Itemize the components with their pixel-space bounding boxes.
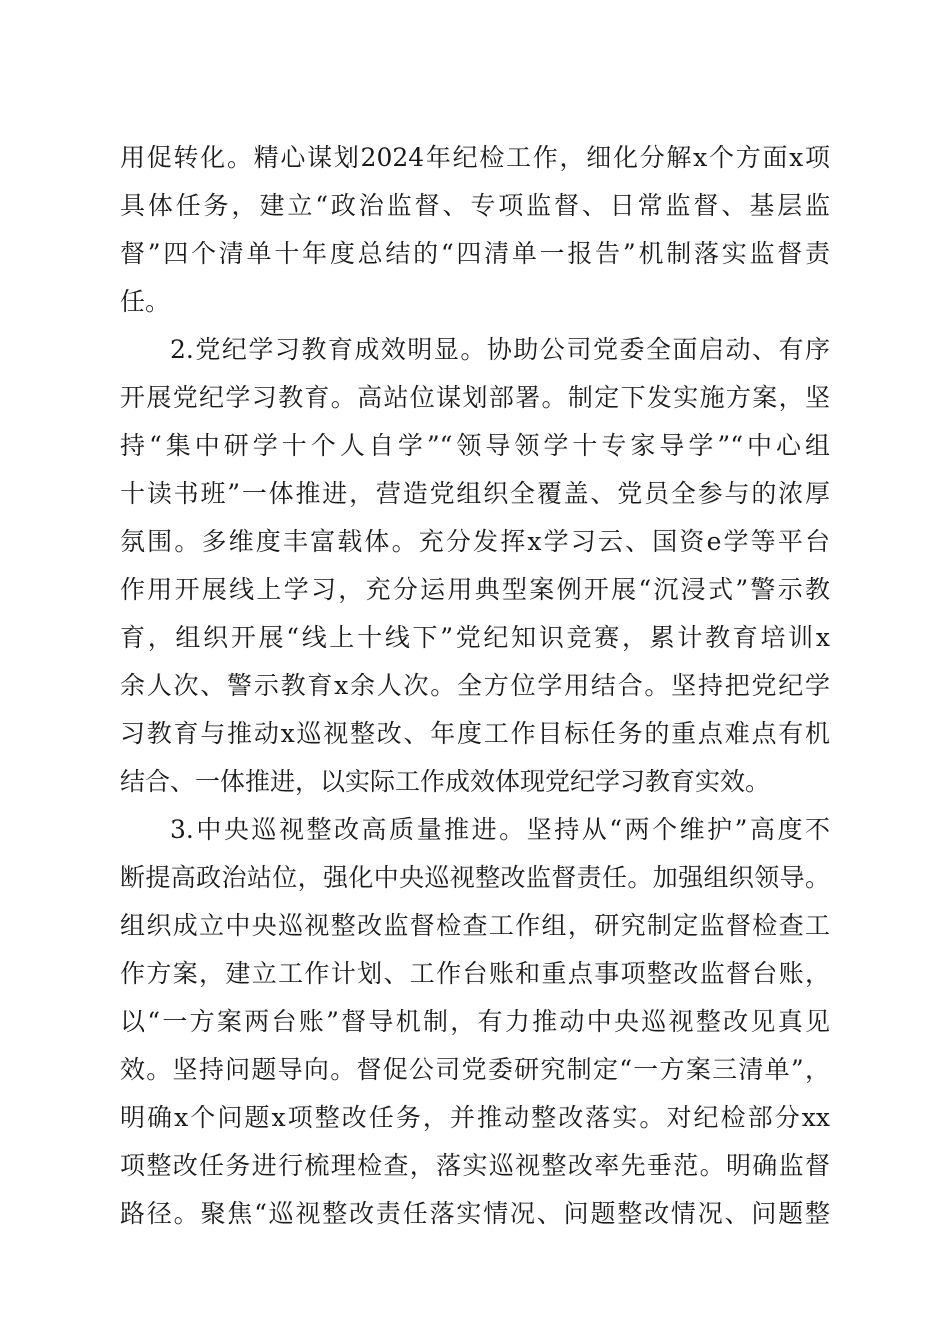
text-line: 余人次、警示教育x余人次。全方位学用结合。坚持把党纪学 (120, 671, 830, 700)
text-line: 任。 (120, 287, 171, 316)
text-line: 结合、一体推进，以实际工作成效体现党纪学习教育实效。 (120, 767, 771, 796)
text-line: 用促转化。精心谋划2024年纪检工作，细化分解x个方面x项 (120, 143, 830, 172)
text-line: 明确x个问题x项整改任务，并推动整改落实。对纪检部分xx (120, 1103, 830, 1132)
text-line: 作用开展线上学习，充分运用典型案例开展“沉浸式”警示教 (120, 575, 830, 604)
text-line: 效。坚持问题导向。督促公司党委研究制定“一方案三清单”， (120, 1055, 830, 1084)
text-line: 开展党纪学习教育。高站位谋划部署。制定下发实施方案，坚 (120, 383, 830, 412)
text-line: 习教育与推动x巡视整改、年度工作目标任务的重点难点有机 (120, 719, 830, 748)
text-line: 督”四个清单十年度总结的“四清单一报告”机制落实监督责 (120, 239, 830, 268)
paragraph-heading-line: 3.中央巡视整改高质量推进。坚持从“两个维护”高度不 (170, 815, 830, 844)
text-line: 持“集中研学十个人自学”“领导领学十专家导学”“中心组 (120, 431, 830, 460)
paragraph-heading-line: 2.党纪学习教育成效明显。协助公司党委全面启动、有序 (170, 335, 830, 364)
text-line: 具体任务，建立“政治监督、专项监督、日常监督、基层监 (120, 191, 830, 220)
text-line: 组织成立中央巡视整改监督检查工作组，研究制定监督检查工 (120, 911, 830, 940)
text-line: 育，组织开展“线上十线下”党纪知识竞赛，累计教育培训x (120, 623, 830, 652)
text-line: 氛围。多维度丰富载体。充分发挥x学习云、国资e学等平台 (120, 527, 830, 556)
text-line: 项整改任务进行梳理检查，落实巡视整改率先垂范。明确监督 (120, 1151, 830, 1180)
text-line: 十读书班”一体推进，营造党组织全覆盖、党员全参与的浓厚 (120, 479, 830, 508)
text-line: 断提高政治站位，强化中央巡视整改监督责任。加强组织领导。 (120, 863, 830, 892)
text-line: 路径。聚焦“巡视整改责任落实情况、问题整改情况、问题整 (120, 1199, 830, 1228)
text-line: 以“一方案两台账”督导机制，有力推动中央巡视整改见真见 (120, 1007, 830, 1036)
text-line: 作方案，建立工作计划、工作台账和重点事项整改监督台账， (120, 959, 830, 988)
